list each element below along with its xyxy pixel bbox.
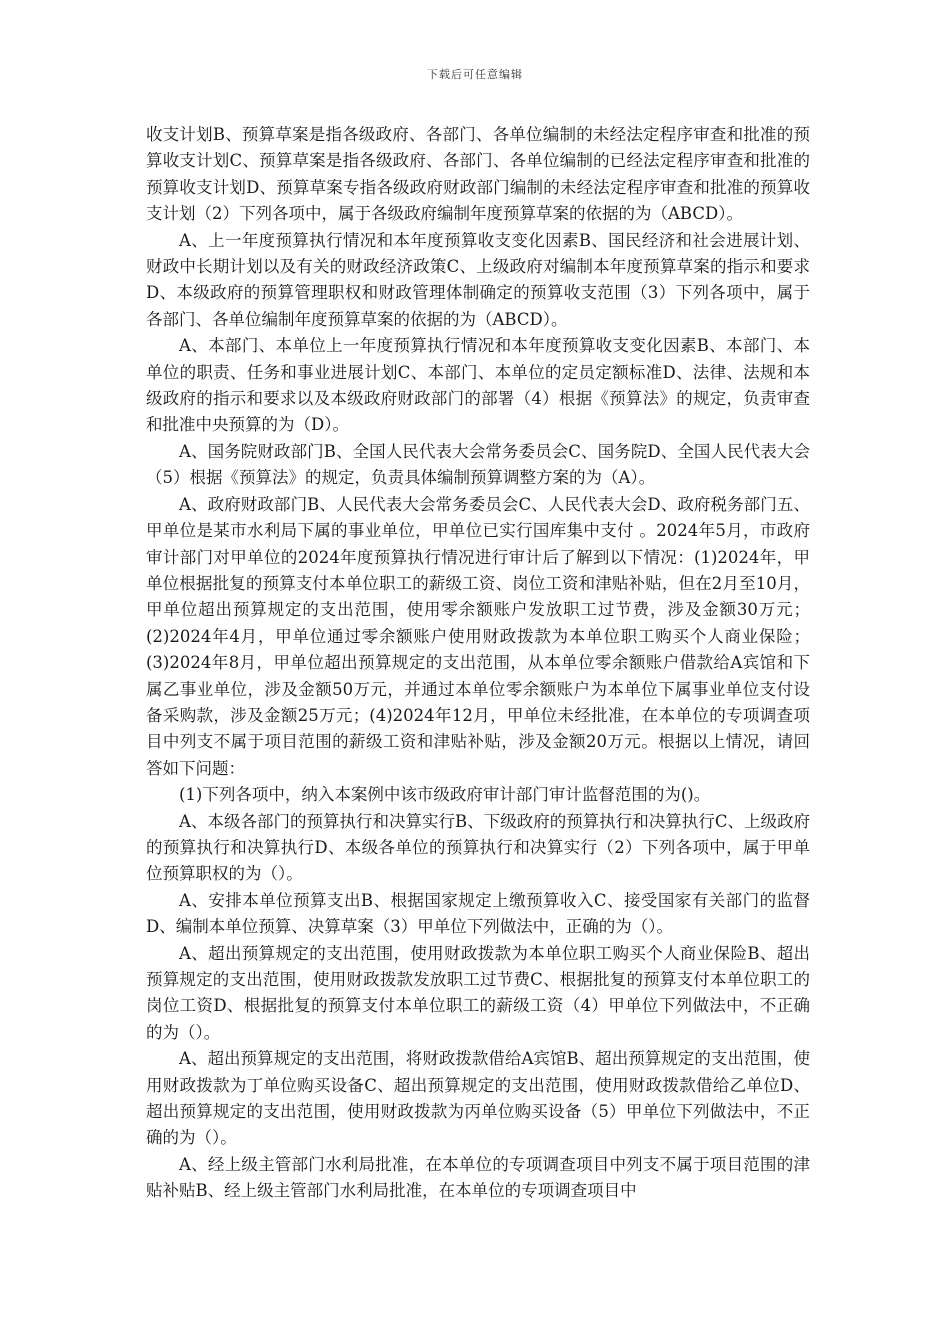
- paragraph: 收支计划B、预算草案是指各级政府、各部门、各单位编制的未经法定程序审查和批准的预算收支计划C、预算草案是指各级政府、各部门、各单位编制的已经法定程序审查和批准的预算收支计划D、预算草案专指各级政府财政部门编制的未经法定程序审查和批准的预算收支计划（2）下列各项中，属于各级政府编制年度预算草案的依据的为（ABCD）。: [146, 125, 810, 224]
- page-header: 下载后可任意编辑: [427, 68, 523, 81]
- paragraph: A、本级各部门的预算执行和决算实行B、下级政府的预算执行和决算执行C、上级政府的预算执行和决算执行D、本级各单位的预算执行和决算实行（2）下列各项中，属于甲单位预算职权的为（）。: [146, 811, 810, 884]
- paragraph: A、本部门、本单位上一年度预算执行情况和本年度预算收支变化因素B、本部门、本单位的职责、任务和事业进展计划C、本部门、本单位的定员定额标准D、法律、法规和本级政府的指示和要求以及本级政府财政部门的部署（4）根据《预算法》的规定，负责审查和批准中央预算的为（D）。: [146, 336, 810, 435]
- paragraph: A、国务院财政部门B、全国人民代表大会常务委员会C、国务院D、全国人民代表大会（5）根据《预算法》的规定，负责具体编制预算调整方案的为（A）。: [146, 441, 810, 488]
- paragraph: A、经上级主管部门水利局批准，在本单位的专项调查项目中列支不属于项目范围的津贴补贴B、经上级主管部门水利局批准，在本单位的专项调查项目中: [146, 1154, 810, 1201]
- paragraph: A、超出预算规定的支出范围，将财政拨款借给A宾馆B、超出预算规定的支出范围，使用财政拨款为丁单位购买设备C、超出预算规定的支出范围，使用财政拨款借给乙单位D、超出预算规定的支出范围，使用财政拨款为丙单位购买设备（5）甲单位下列做法中，不正确的为（）。: [146, 1049, 810, 1148]
- document-body: [146, 122, 810, 1205]
- paragraph: A、安排本单位预算支出B、根据国家规定上缴预算收入C、接受国家有关部门的监督D、编制本单位预算、决算草案（3）甲单位下列做法中，正确的为（）。: [146, 890, 810, 937]
- paragraph: (1)下列各项中，纳入本案例中该市级政府审计部门审计监督范围的为()。: [179, 785, 711, 805]
- paragraph: A、政府财政部门B、人民代表大会常务委员会C、人民代表大会D、政府税务部门五、甲单位是某市水利局下属的事业单位，甲单位已实行国库集中支付 。2024年5月，市政府审计部门对甲单位的2024年度预算执行情况进行审计后了解到以下情况：(1)2024年，甲单位根据批复的预算支付本单位职工的薪级工资、岗位工资和津贴补贴，但在2月至10月，甲单位超出预算规定的支出范围，使用零余额账户发放职工过节费，涉及金额30万元；(2)2024年4月，甲单位通过零余额账户使用财政拨款为本单位职工购买个人商业保险；(3)2024年8月，甲单位超出预算规定的支出范围，从本单位零余额账户借款给A宾馆和下属乙事业单位，涉及金额50万元，并通过本单位零余额账户为本单位下属事业单位支付设备采购款，涉及金额25万元；(4)2024年12月，甲单位未经批准，在本单位的专项调查项目中列支不属于项目范围的薪级工资和津贴补贴，涉及金额20万元。根据以上情况，请回答如下问题：: [146, 494, 810, 778]
- paragraph: A、超出预算规定的支出范围，使用财政拨款为本单位职工购买个人商业保险B、超出预算规定的支出范围，使用财政拨款发放职工过节费C、根据批复的预算支付本单位职工的岗位工资D、根据批复的预算支付本单位职工的薪级工资（4）甲单位下列做法中，不正确的为（）。: [146, 943, 810, 1042]
- paragraph: A、上一年度预算执行情况和本年度预算收支变化因素B、国民经济和社会进展计划、财政中长期计划以及有关的财政经济政策C、上级政府对编制本年度预算草案的指示和要求D、本级政府的预算管理职权和财政管理体制确定的预算收支范围（3）下列各项中，属于各部门、各单位编制年度预算草案的依据的为（ABCD）。: [146, 230, 810, 329]
